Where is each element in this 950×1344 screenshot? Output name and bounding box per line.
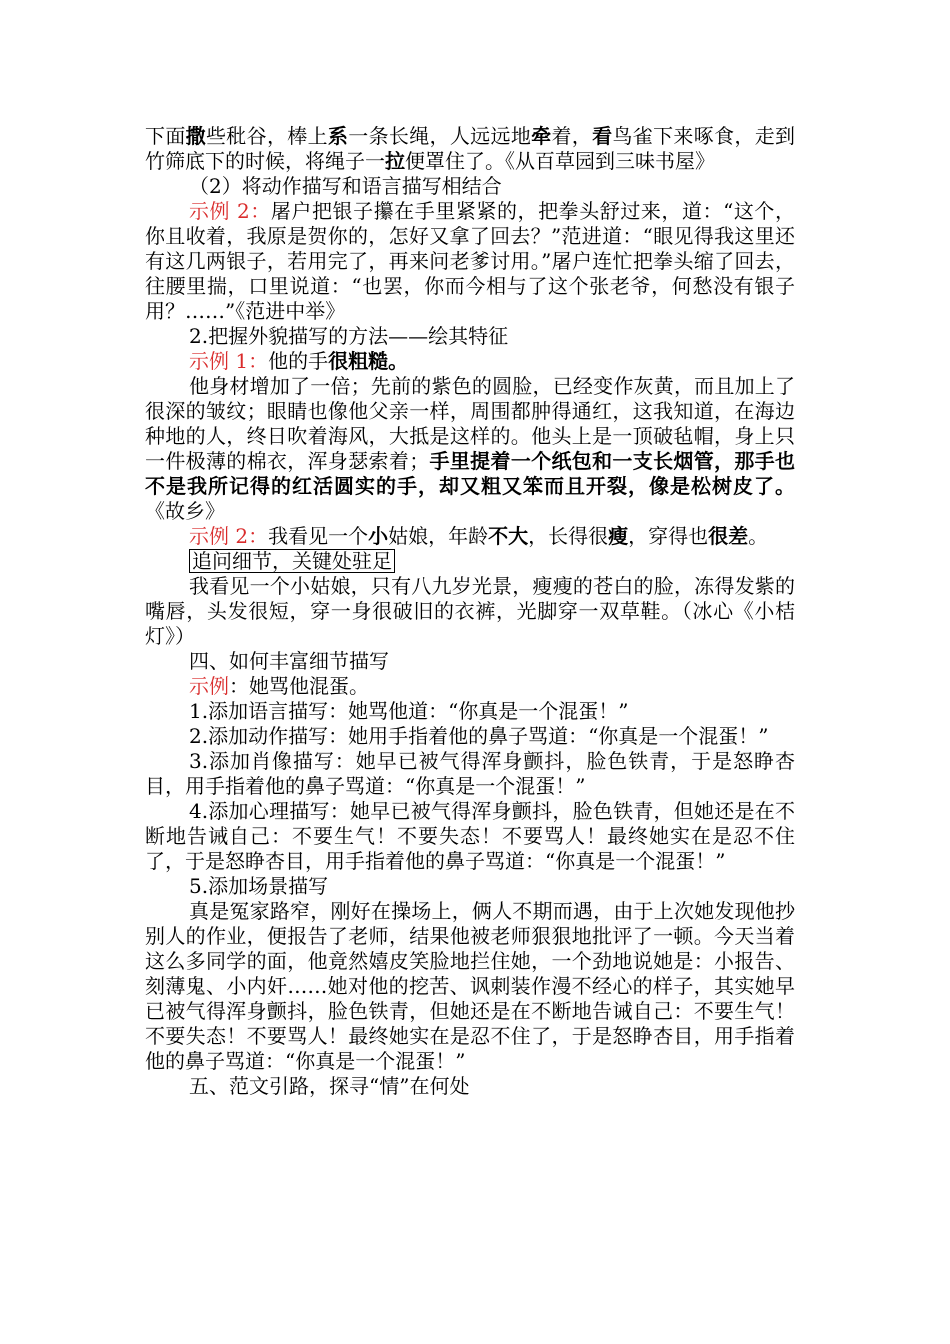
- bold-text: 很差: [708, 524, 749, 548]
- paragraph-little-orange-lamp: 我看见一个小姑娘，只有八九岁光景，瘦瘦的苍白的脸，冻得发紫的嘴唇，头发很短，穿一身很破旧的衣裤，光脚穿一双草鞋。（冰心《小桔灯》）: [145, 574, 795, 648]
- text: ：她骂他混蛋。: [229, 674, 369, 698]
- bold-text: 很粗糙。: [328, 349, 409, 373]
- text: 他身材增加了一倍；先前的紫色的圆脸，已经变作灰黄，而且加上了很深的皱纹；眼睛也像他父亲一样，周围都肿得通红，这我知道，在海边种地的人，终日吹着海风，大抵是这样的。他头上是一顶破毡帽，身上只一件极薄的棉衣，浑身瑟索着；: [145, 374, 795, 473]
- heading-model-essay: 五、范文引路，探寻“情”在何处: [189, 1074, 470, 1098]
- list-item-psychology: 4.添加心理描写：她早已被气得浑身颤抖，脸色铁青，但她还是在不断地告诫自己：不要生气！不要失态！不要骂人！最终她实在是忍不住了，于是怒睁杏目，用手指着他的鼻子骂道：“你真是一个混蛋！”: [145, 799, 795, 873]
- text: 着，: [551, 124, 593, 148]
- boxed-heading: 追问细节，关键处驻足: [189, 549, 395, 573]
- bold-verb: 看: [592, 124, 613, 148]
- example-label: 示例 1：: [189, 349, 269, 373]
- document-page: [145, 124, 795, 1099]
- text: 屠户把银子攥在手里紧紧的，把拳头舒过来，道：“这个，你且收着，我原是贺你的，怎好又拿了回去？”范进道：“眼见得我这里还有这几两银子，若用完了，再来问老爹讨用。”屠户连忙把拳头缩了回去，往腰里揣，口里说道：“也罢，你而今相与了这个张老爷，何愁没有银子用？……”《范进中举》: [145, 199, 795, 323]
- list-item-scene: 5.添加场景描写: [189, 874, 329, 898]
- boxed-heading-line: [145, 549, 795, 574]
- text: 姑娘，年龄: [388, 524, 489, 548]
- paragraph-hometown-excerpt: [145, 374, 795, 524]
- paragraph-bamboo-sieve: [145, 124, 795, 174]
- text: 他的手: [268, 349, 329, 373]
- paragraph-example-2-butcher: [145, 199, 795, 324]
- heading-enrich-detail: 四、如何丰富细节描写: [189, 649, 389, 673]
- bold-verb: 撒: [185, 124, 206, 148]
- bold-text: 不大: [488, 524, 529, 548]
- text: 一条长绳，人远远地: [348, 124, 532, 148]
- text: 鸟雀下来啄食，走到竹筛底下的时候，将绳子一: [145, 124, 796, 173]
- bold-verb: 拉: [385, 149, 405, 173]
- list-item-portrait: 3.添加肖像描写：她早已被气得浑身颤抖，脸色铁青，于是怒睁杏目，用手指着他的鼻子骂道：“你真是一个混蛋！”: [145, 749, 795, 798]
- subheading-action-language: （2）将动作描写和语言描写相结合: [189, 174, 502, 198]
- text: ，穿得也: [628, 524, 709, 548]
- bold-text: 小: [368, 524, 389, 548]
- paragraph-scene-example: 真是冤家路窄，刚好在操场上，俩人不期而遇，由于上次她发现他抄别人的作业，便报告了老师，结果他被老师狠狠地批评了一顿。今天当着这么多同学的面，他竟然嬉皮笑脸地拦住她，一个劲地说她是：小报告、刻薄鬼、小内奸……她对他的挖苦、讽刺装作漫不经心的样子，其实她早已被气得浑身颤抖，脸色铁青，但她还是在不断地告诫自己：不要生气！不要失态！不要骂人！最终她实在是忍不住了，于是怒睁杏目，用手指着他的鼻子骂道：“你真是一个混蛋！”: [145, 899, 795, 1073]
- paragraph-example-scold: [145, 674, 795, 699]
- paragraph-example-2-girl: [145, 524, 795, 549]
- bold-text: 瘦: [608, 524, 629, 548]
- heading-appearance-method: 2.把握外貌描写的方法——绘其特征: [189, 324, 509, 348]
- bold-text: 手里提着一个纸包和一支长烟管，那手也不是我所记得的红活圆实的手，却又粗又笨而且开裂，像是松树皮了。: [145, 449, 796, 498]
- text: ，长得很: [528, 524, 609, 548]
- text: 我看见一个: [268, 524, 369, 548]
- text: 些秕谷，棒上: [205, 124, 328, 148]
- text: 下面: [145, 124, 186, 148]
- list-item-action: 2.添加动作描写：她用手指着他的鼻子骂道：“你真是一个混蛋！”: [189, 724, 769, 748]
- bold-verb: 系: [327, 124, 349, 148]
- text: 便罩住了。《从百草园到三味书屋》: [405, 149, 715, 173]
- bold-verb: 牵: [531, 124, 552, 148]
- paragraph-example-1-hand: [145, 349, 795, 374]
- example-label: 示例: [189, 674, 229, 698]
- text: 《故乡》: [145, 499, 225, 523]
- list-item-language: 1.添加语言描写：她骂他道：“你真是一个混蛋！”: [189, 699, 629, 723]
- example-label: 示例 2：: [189, 199, 271, 223]
- example-label: 示例 2：: [189, 524, 269, 548]
- text: 。: [748, 524, 769, 548]
